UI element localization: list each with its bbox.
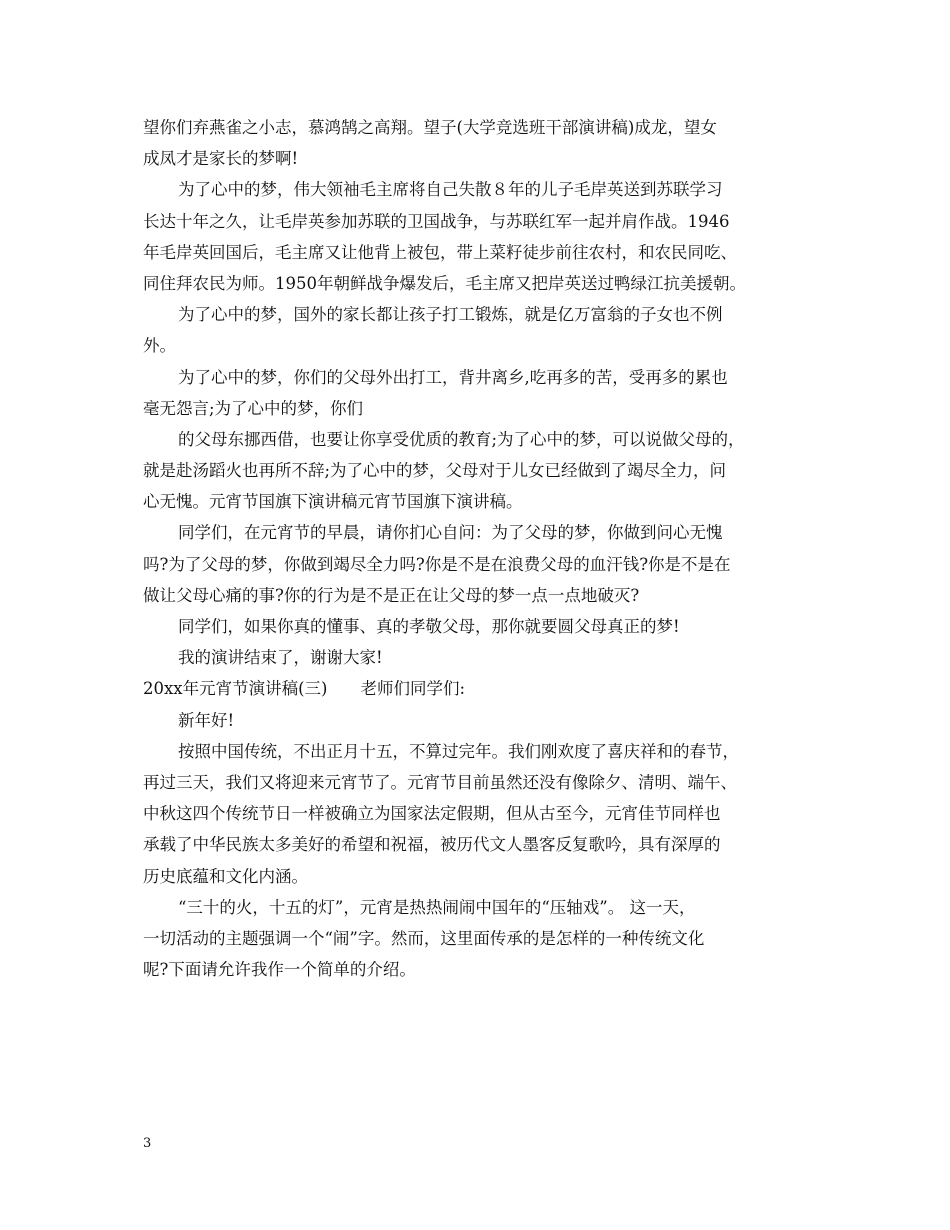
page-number: 3 — [143, 1136, 152, 1151]
text-line: 承载了中华民族太多美好的希望和祝福，被历代文人墨客反复歌吟，具有深厚的 — [143, 835, 721, 855]
text-line: “三十的火，十五的灯”，元宵是热热闹闹中国年的“压轴戏”。 这一天， — [178, 897, 696, 917]
text-line: 望你们弃燕雀之小志，慕鸿鹄之高翔。望子(大学竞选班干部演讲稿)成龙，望女 — [143, 118, 717, 137]
text-line: 呢?下面请允许我作一个简单的介绍。 — [143, 960, 416, 980]
text-line: 历史底蕴和文化内涵。 — [143, 866, 308, 886]
text-line: 就是赴汤蹈火也再所不辞;为了心中的梦，父母对于儿女已经做到了竭尽全力，问 — [143, 461, 727, 481]
text-line: 20xx年元宵节演讲稿(三) 老师们同学们: — [143, 679, 466, 699]
text-line: 同学们，如果你真的懂事、真的孝敬父母，那你就要圆父母真正的梦! — [178, 617, 680, 636]
text-line: 再过三天，我们又将迎来元宵节了。元宵节目前虽然还没有像除夕、清明、端午、 — [143, 772, 737, 792]
text-line: 为了心中的梦，伟大领袖毛主席将自己失散８年的儿子毛岸英送到苏联学习 — [178, 180, 723, 200]
text-line: 为了心中的梦，国外的家长都让孩子打工锻炼，就是亿万富翁的子女也不例 — [178, 305, 723, 325]
text-line: 我的演讲结束了，谢谢大家! — [178, 648, 383, 668]
text-line: 为了心中的梦，你们的父母外出打工，背井离乡,吃再多的苦，受再多的累也 — [178, 367, 728, 387]
text-line: 毫无怨言;为了心中的梦，你们 — [143, 398, 364, 418]
text-line: 一切活动的主题强调一个“闹”字。然而，这里面传承的是怎样的一种传统文化 — [143, 928, 705, 948]
text-line: 外。 — [143, 336, 176, 356]
document-body — [143, 112, 823, 985]
text-line: 做让父母心痛的事?你的行为是不是正在让父母的梦一点一点地破灭? — [143, 585, 640, 605]
text-line: 吗?为了父母的梦，你做到竭尽全力吗?你是不是在浪费父母的血汗钱?你是不是在 — [143, 554, 731, 574]
text-line: 中秋这四个传统节日一样被确立为国家法定假期，但从古至今，元宵佳节同样也 — [143, 804, 721, 824]
text-line: 同学们，在元宵节的早晨，请你扪心自问：为了父母的梦，你做到问心无愧 — [178, 523, 723, 543]
text-line: 新年好! — [178, 710, 235, 730]
text-line: 年毛岸英回国后，毛主席又让他背上被包，带上菜籽徒步前往农村，和农民同吃、 — [143, 242, 737, 262]
text-line: 按照中国传统，不出正月十五，不算过完年。我们刚欢度了喜庆祥和的春节， — [178, 741, 739, 761]
text-line: 的父母东挪西借，也要让你享受优质的教育;为了心中的梦，可以说做父母的， — [178, 429, 745, 449]
text-line: 同住拜农民为师。1950年朝鲜战争爆发后，毛主席又把岸英送过鸭绿江抗美援朝。 — [143, 273, 746, 293]
text-line: 长达十年之久，让毛岸英参加苏联的卫国战争，与苏联红军一起并肩作战。1946 — [143, 211, 730, 231]
text-line: 心无愧。元宵节国旗下演讲稿元宵节国旗下演讲稿。 — [143, 492, 523, 512]
text-line: 成凤才是家长的梦啊! — [143, 149, 299, 169]
